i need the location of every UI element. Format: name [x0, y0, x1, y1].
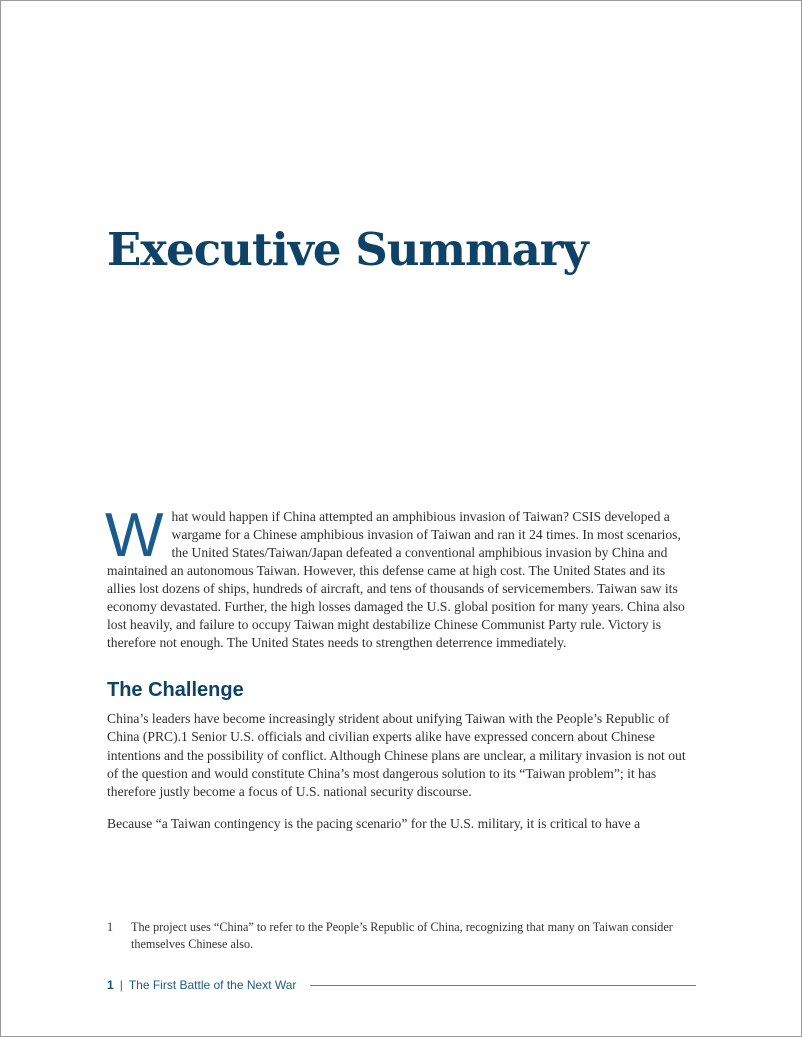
footer-rule: [310, 985, 696, 986]
footer-separator: |: [119, 978, 123, 992]
section-heading: The Challenge: [107, 679, 244, 701]
intro-text: hat would happen if China attempted an amphibious invasion of Taiwan? CSIS developed a wargame for a Chinese amphibious invasion of Taiwan and ran it 24 times. In most scenarios, the United States/Taiwan/Japan defeated a conventional amphibious invasion by China and maintained an autonomous Taiwan. However, this defense came at high cost. The United States and its allies lost dozens of ships, hundreds of aircraft, and tens of thousands of servicemembers. Taiwan saw its economy devastated. Further, the high losses damaged the U.S. global position for many years. China also lost heavily, and failure to occupy Taiwan might destabilize Chinese Communist Party rule. Victory is therefore not enough. The United States needs to strengthen deterrence immediately.: [107, 509, 685, 650]
footnote: [107, 919, 699, 952]
footnote-number: 1: [107, 920, 114, 934]
page-footer: [107, 976, 696, 994]
drop-cap: W: [105, 501, 164, 570]
intro-paragraph: [105, 501, 697, 652]
running-title: The First Battle of the Next War: [128, 978, 297, 992]
body-paragraph-2: Because “a Taiwan contingency is the pacing scenario” for the U.S. military, it is critical to have a: [107, 816, 641, 831]
body-paragraph-1: China’s leaders have become increasingly strident about unifying Taiwan with the People’s Republic of China (PRC).1 Senior U.S. officials and civilian experts alike have expressed concern about Chinese intentions and the possibility of conflict. Although Chinese plans are unclear, a military invasion is not out of the question and would constitute China’s most dangerous solution to its “Taiwan problem”; it has therefore justly become a focus of U.S. national security discourse.: [107, 711, 686, 800]
footnote-text: The project uses “China” to refer to the People’s Republic of China, recognizing that many on Taiwan consider themselves Chinese also.: [131, 920, 673, 951]
page-title: Executive Summary: [107, 223, 588, 276]
page-number: 1: [107, 978, 114, 992]
